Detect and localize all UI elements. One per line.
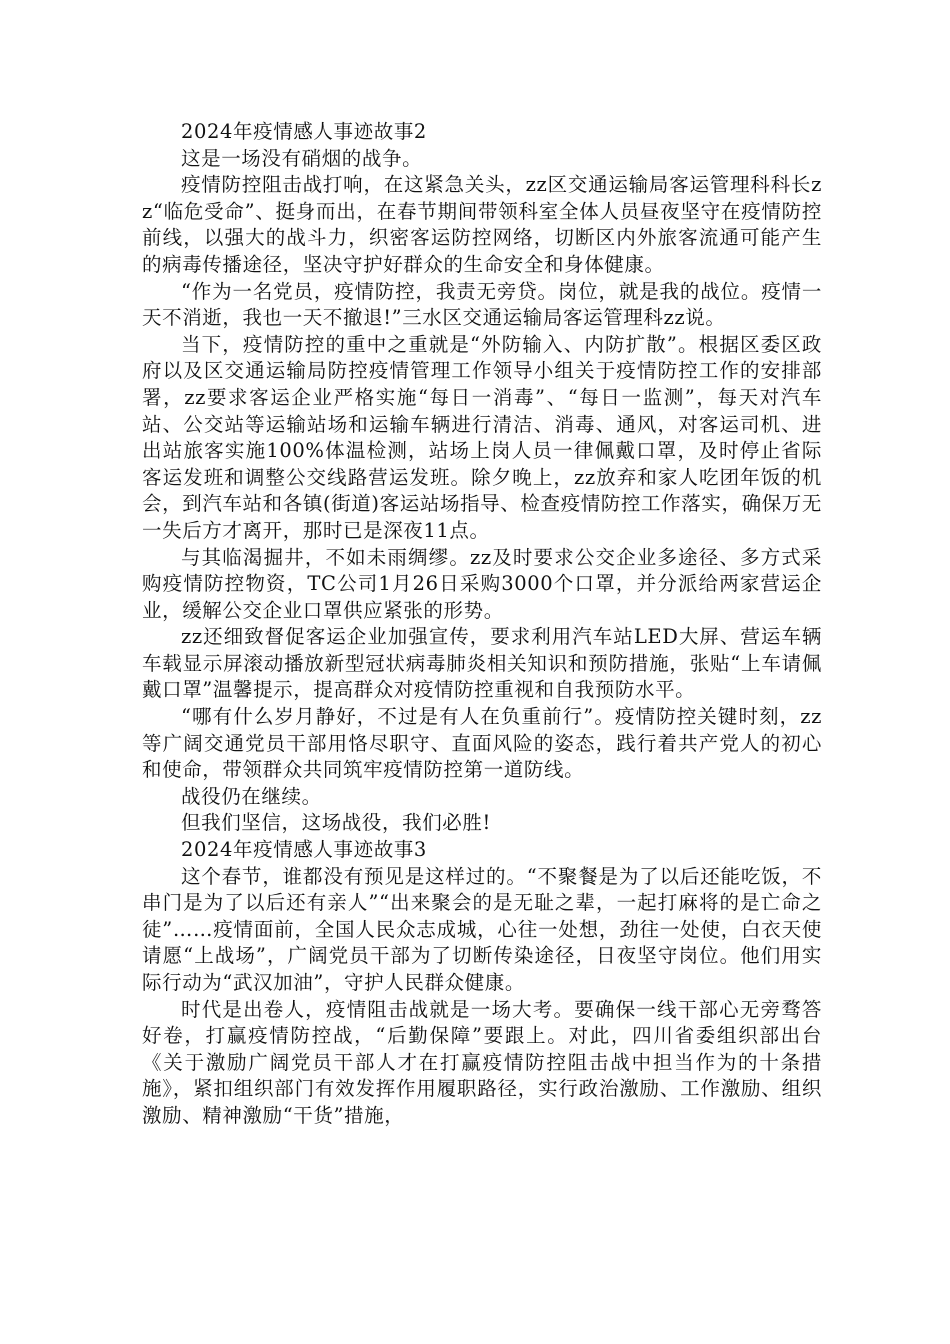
paragraph: zz还细致督促客运企业加强宣传，要求利用汽车站LED大屏、营运车辆车载显示屏滚动播放新型冠状病毒肺炎相关知识和预防措施，张贴“上车请佩戴口罩”温馨提示，提高群众对疫情防控重视和自我预防水平。 bbox=[142, 625, 822, 702]
paragraph: 与其临渴掘井，不如未雨绸缪。zz及时要求公交企业多途径、多方式采购疫情防控物资，TC公司1月26日采购3000个口罩，并分派给两家营运企业，缓解公交企业口罩供应紧张的形势。 bbox=[142, 545, 822, 622]
paragraph: 时代是出卷人，疫情阻击战就是一场大考。要确保一线干部心无旁骛答好卷，打赢疫情防控战，“后勤保障”要跟上。对此，四川省委组织部出台《关于激励广阔党员干部人才在打赢疫情防控阻击战中担当作为的十条措施》，紧扣组织部门有效发挥作用履职路径，实行政治激励、工作激励、组织激励、精神激励“干货”措施， bbox=[142, 997, 822, 1127]
paragraph: 当下，疫情防控的重中之重就是“外防输入、内防扩散”。根据区委区政府以及区交通运输局防控疫情管理工作领导小组关于疫情防控工作的安排部署，zz要求客运企业严格实施“每日一消毒”、“每日一监测”，每天对汽车站、公交站等运输站场和运输车辆进行清洁、消毒、通风，对客运司机、进出站旅客实施100%体温检测，站场上岗人员一律佩戴口罩，及时停止省际客运发班和调整公交线路营运发班。除夕晚上，zz放弃和家人吃团年饭的机会，到汽车站和各镇(街道)客运站场指导、检查疫情防控工作落实，确保万无一失后方才离开，那时已是深夜11点。 bbox=[142, 332, 822, 542]
story-3-heading: 2024年疫情感人事迹故事3 bbox=[181, 838, 427, 862]
paragraph: 但我们坚信，这场战役，我们必胜! bbox=[181, 811, 491, 835]
paragraph: 战役仍在继续。 bbox=[181, 784, 322, 808]
paragraph: 这是一场没有硝烟的战争。 bbox=[181, 146, 423, 170]
paragraph: 疫情防控阻击战打响，在这紧急关头，zz区交通运输局客运管理科科长zz“临危受命”、挺身而出，在春节期间带领科室全体人员昼夜坚守在疫情防控前线，以强大的战斗力，织密客运防控网络，切断区内外旅客流通可能产生的病毒传播途径，坚决守护好群众的生命安全和身体健康。 bbox=[142, 173, 822, 276]
paragraph: 这个春节，谁都没有预见是这样过的。“不聚餐是为了以后还能吃饭，不串门是为了以后还有亲人”“出来聚会的是无耻之辈，一起打麻将的是亡命之徒”……疫情面前，全国人民众志成城，心往一处想，劲往一处使，白衣天使请愿“上战场”，广阔党员干部为了切断传染途径，日夜坚守岗位。他们用实际行动为“武汉加油”，守护人民群众健康。 bbox=[142, 864, 822, 994]
document-body bbox=[142, 119, 822, 1130]
paragraph: “哪有什么岁月静好，不过是有人在负重前行”。疫情防控关键时刻，zz等广阔交通党员干部用恪尽职守、直面风险的姿态，践行着共产党人的初心和使命，带领群众共同筑牢疫情防控第一道防线。 bbox=[142, 705, 822, 782]
paragraph: “作为一名党员，疫情防控，我责无旁贷。岗位，就是我的战位。疫情一天不消逝，我也一天不撤退!”三水区交通运输局客运管理科zz说。 bbox=[142, 279, 822, 330]
story-2-heading: 2024年疫情感人事迹故事2 bbox=[181, 120, 427, 143]
